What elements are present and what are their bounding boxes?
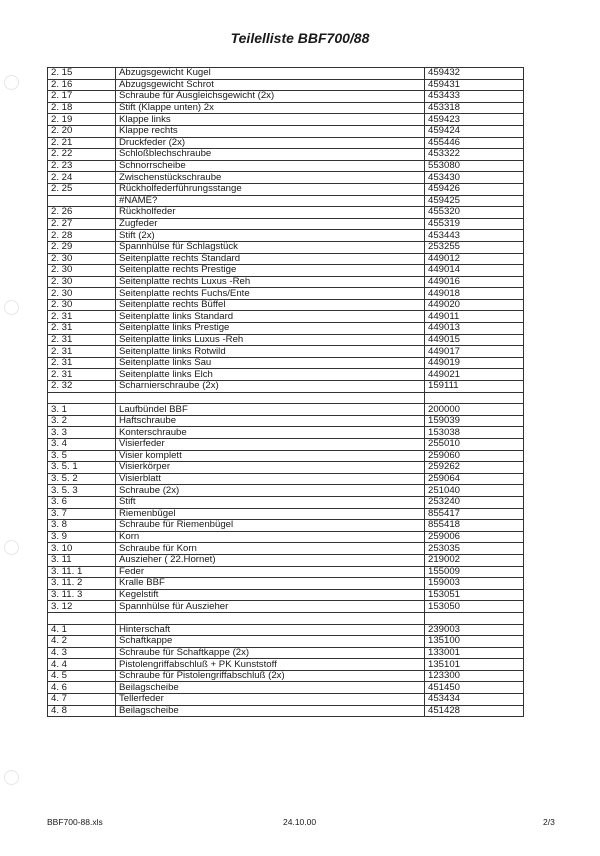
part-number-cell: 453434 <box>425 694 524 706</box>
description-cell: Spannhülse für Auszieher <box>116 601 425 613</box>
position-cell: 2. 31 <box>48 346 116 358</box>
part-number-cell: 455319 <box>425 218 524 230</box>
table-row <box>48 624 524 636</box>
table-row <box>48 334 524 346</box>
table-row <box>48 160 524 172</box>
table-row <box>48 381 524 393</box>
position-cell: 2. 31 <box>48 369 116 381</box>
part-number-cell: 253240 <box>425 496 524 508</box>
position-cell: 3. 7 <box>48 508 116 520</box>
description-cell: Seitenplatte rechts Büffel <box>116 299 425 311</box>
part-number-cell: 459431 <box>425 79 524 91</box>
position-cell: 2. 18 <box>48 102 116 114</box>
description-cell: Zugfeder <box>116 218 425 230</box>
position-cell: 2. 26 <box>48 207 116 219</box>
part-number-cell: 259064 <box>425 473 524 485</box>
part-number-cell: 259262 <box>425 462 524 474</box>
part-number-cell: 449016 <box>425 276 524 288</box>
description-cell: Spannhülse für Schlagstück <box>116 241 425 253</box>
punch-hole-mark <box>4 540 19 555</box>
description-cell: Seitenplatte links Prestige <box>116 323 425 335</box>
table-row <box>48 473 524 485</box>
description-cell: Seitenplatte rechts Luxus -Reh <box>116 276 425 288</box>
part-number-cell: 159039 <box>425 415 524 427</box>
part-number-cell: 133001 <box>425 647 524 659</box>
position-cell: 3. 5 <box>48 450 116 462</box>
table-row <box>48 554 524 566</box>
description-cell: Seitenplatte rechts Standard <box>116 253 425 265</box>
table-row <box>48 520 524 532</box>
part-number-cell: 239003 <box>425 624 524 636</box>
part-number-cell: 855417 <box>425 508 524 520</box>
position-cell: 3. 1 <box>48 404 116 416</box>
part-number-cell: 253035 <box>425 543 524 555</box>
position-cell: 4. 1 <box>48 624 116 636</box>
part-number-cell: 449018 <box>425 288 524 300</box>
description-cell: Rückholfeder <box>116 207 425 219</box>
position-cell: 3. 4 <box>48 439 116 451</box>
position-cell: 2. 31 <box>48 323 116 335</box>
position-cell <box>48 392 116 404</box>
position-cell: 2. 31 <box>48 357 116 369</box>
description-cell: Seitenplatte links Rotwild <box>116 346 425 358</box>
position-cell: 2. 24 <box>48 172 116 184</box>
table-row <box>48 589 524 601</box>
table-row <box>48 705 524 717</box>
parts-table <box>47 67 524 717</box>
part-number-cell: 449015 <box>425 334 524 346</box>
description-cell: Schaftkappe <box>116 636 425 648</box>
table-row <box>48 531 524 543</box>
table-row <box>48 369 524 381</box>
table-row <box>48 612 524 624</box>
table-row <box>48 647 524 659</box>
description-cell: Haftschraube <box>116 415 425 427</box>
position-cell: 2. 31 <box>48 311 116 323</box>
footer-date: 24.10.00 <box>283 817 317 827</box>
position-cell: 3. 5. 1 <box>48 462 116 474</box>
description-cell: Korn <box>116 531 425 543</box>
part-number-cell: 153038 <box>425 427 524 439</box>
description-cell: Seitenplatte links Standard <box>116 311 425 323</box>
part-number-cell: 453318 <box>425 102 524 114</box>
description-cell: Druckfeder (2x) <box>116 137 425 149</box>
part-number-cell: 449020 <box>425 299 524 311</box>
part-number-cell: 459425 <box>425 195 524 207</box>
description-cell: Konterschraube <box>116 427 425 439</box>
description-cell: #NAME? <box>116 195 425 207</box>
table-row <box>48 357 524 369</box>
description-cell: Seitenplatte rechts Prestige <box>116 265 425 277</box>
part-number-cell: 251040 <box>425 485 524 497</box>
table-row <box>48 323 524 335</box>
table-row <box>48 172 524 184</box>
table-row <box>48 288 524 300</box>
description-cell: Schraube für Korn <box>116 543 425 555</box>
description-cell: Pistolengriffabschluß + PK Kunststoff <box>116 659 425 671</box>
position-cell: 2. 19 <box>48 114 116 126</box>
table-row <box>48 79 524 91</box>
table-row <box>48 601 524 613</box>
description-cell: Seitenplatte rechts Fuchs/Ente <box>116 288 425 300</box>
part-number-cell: 159111 <box>425 381 524 393</box>
part-number-cell: 159003 <box>425 578 524 590</box>
part-number-cell: 259060 <box>425 450 524 462</box>
description-cell: Zwischenstückschraube <box>116 172 425 184</box>
position-cell: 4. 2 <box>48 636 116 648</box>
description-cell: Stift (Klappe unten) 2x <box>116 102 425 114</box>
position-cell: 2. 25 <box>48 183 116 195</box>
position-cell: 2. 23 <box>48 160 116 172</box>
footer-page-number: 2/3 <box>543 817 555 827</box>
position-cell: 3. 11 <box>48 554 116 566</box>
part-number-cell <box>425 392 524 404</box>
table-row <box>48 636 524 648</box>
position-cell: 3. 12 <box>48 601 116 613</box>
position-cell: 2. 16 <box>48 79 116 91</box>
table-row <box>48 114 524 126</box>
position-cell: 4. 6 <box>48 682 116 694</box>
description-cell: Seitenplatte links Elch <box>116 369 425 381</box>
part-number-cell: 123300 <box>425 670 524 682</box>
table-row <box>48 566 524 578</box>
position-cell: 2. 20 <box>48 125 116 137</box>
part-number-cell: 453433 <box>425 91 524 103</box>
position-cell: 2. 22 <box>48 149 116 161</box>
part-number-cell: 451428 <box>425 705 524 717</box>
position-cell: 2. 27 <box>48 218 116 230</box>
description-cell <box>116 612 425 624</box>
table-row <box>48 659 524 671</box>
description-cell: Visierkörper <box>116 462 425 474</box>
description-cell: Hinterschaft <box>116 624 425 636</box>
description-cell: Visierfeder <box>116 439 425 451</box>
part-number-cell: 855418 <box>425 520 524 532</box>
table-row <box>48 415 524 427</box>
description-cell: Stift <box>116 496 425 508</box>
part-number-cell: 155009 <box>425 566 524 578</box>
description-cell: Visier komplett <box>116 450 425 462</box>
document-title: Teilelliste BBF700/88 <box>230 30 370 46</box>
part-number-cell <box>425 612 524 624</box>
description-cell: Klappe links <box>116 114 425 126</box>
position-cell: 4. 8 <box>48 705 116 717</box>
position-cell: 2. 17 <box>48 91 116 103</box>
part-number-cell: 453322 <box>425 149 524 161</box>
part-number-cell: 449013 <box>425 323 524 335</box>
table-row <box>48 485 524 497</box>
table-row <box>48 543 524 555</box>
description-cell: Abzugsgewicht Kugel <box>116 68 425 80</box>
part-number-cell: 453443 <box>425 230 524 242</box>
position-cell: 3. 6 <box>48 496 116 508</box>
position-cell: 3. 8 <box>48 520 116 532</box>
part-number-cell: 553080 <box>425 160 524 172</box>
punch-hole-mark <box>4 300 19 315</box>
position-cell <box>48 612 116 624</box>
part-number-cell: 451450 <box>425 682 524 694</box>
description-cell: Kegelstift <box>116 589 425 601</box>
position-cell: 2. 15 <box>48 68 116 80</box>
table-row <box>48 137 524 149</box>
description-cell: Feder <box>116 566 425 578</box>
table-row <box>48 102 524 114</box>
table-row <box>48 346 524 358</box>
part-number-cell: 449012 <box>425 253 524 265</box>
table-row <box>48 207 524 219</box>
position-cell: 3. 11. 2 <box>48 578 116 590</box>
position-cell: 2. 30 <box>48 253 116 265</box>
table-row <box>48 195 524 207</box>
table-row <box>48 276 524 288</box>
part-number-cell: 135100 <box>425 636 524 648</box>
description-cell: Schraube für Schaftkappe (2x) <box>116 647 425 659</box>
table-row <box>48 450 524 462</box>
position-cell: 2. 32 <box>48 381 116 393</box>
table-row <box>48 694 524 706</box>
table-row <box>48 462 524 474</box>
table-row <box>48 68 524 80</box>
position-cell: 4. 4 <box>48 659 116 671</box>
part-number-cell: 459426 <box>425 183 524 195</box>
part-number-cell: 135101 <box>425 659 524 671</box>
table-row <box>48 265 524 277</box>
description-cell: Laufbündel BBF <box>116 404 425 416</box>
position-cell: 3. 5. 2 <box>48 473 116 485</box>
part-number-cell: 255010 <box>425 439 524 451</box>
description-cell: Schraube für Riemenbügel <box>116 520 425 532</box>
position-cell: 2. 29 <box>48 241 116 253</box>
part-number-cell: 259006 <box>425 531 524 543</box>
part-number-cell: 455446 <box>425 137 524 149</box>
description-cell: Beilagscheibe <box>116 682 425 694</box>
footer-filename: BBF700-88.xls <box>47 817 103 827</box>
parts-table-body <box>48 68 524 717</box>
part-number-cell: 153050 <box>425 601 524 613</box>
punch-hole-mark <box>4 770 19 785</box>
table-row <box>48 91 524 103</box>
table-row <box>48 230 524 242</box>
table-row <box>48 578 524 590</box>
part-number-cell: 459432 <box>425 68 524 80</box>
position-cell: 2. 28 <box>48 230 116 242</box>
description-cell: Riemenbügel <box>116 508 425 520</box>
part-number-cell: 253255 <box>425 241 524 253</box>
part-number-cell: 455320 <box>425 207 524 219</box>
table-row <box>48 149 524 161</box>
position-cell: 2. 30 <box>48 288 116 300</box>
position-cell: 3. 5. 3 <box>48 485 116 497</box>
position-cell: 3. 2 <box>48 415 116 427</box>
part-number-cell: 219002 <box>425 554 524 566</box>
description-cell: Kralle BBF <box>116 578 425 590</box>
description-cell: Visierblatt <box>116 473 425 485</box>
part-number-cell: 459423 <box>425 114 524 126</box>
description-cell: Schloßblechschraube <box>116 149 425 161</box>
part-number-cell: 153051 <box>425 589 524 601</box>
table-row <box>48 670 524 682</box>
table-row <box>48 427 524 439</box>
part-number-cell: 459424 <box>425 125 524 137</box>
position-cell: 4. 3 <box>48 647 116 659</box>
table-row <box>48 682 524 694</box>
table-row <box>48 392 524 404</box>
description-cell: Schraube (2x) <box>116 485 425 497</box>
part-number-cell: 449017 <box>425 346 524 358</box>
description-cell: Schnorrscheibe <box>116 160 425 172</box>
punch-hole-mark <box>4 75 19 90</box>
table-row <box>48 241 524 253</box>
position-cell: 2. 30 <box>48 276 116 288</box>
table-row <box>48 218 524 230</box>
description-cell: Seitenplatte links Sau <box>116 357 425 369</box>
description-cell: Stift (2x) <box>116 230 425 242</box>
description-cell: Schraube für Pistolengriffabschluß (2x) <box>116 670 425 682</box>
position-cell: 4. 5 <box>48 670 116 682</box>
description-cell: Seitenplatte links Luxus -Reh <box>116 334 425 346</box>
description-cell: Rückholfederführungsstange <box>116 183 425 195</box>
part-number-cell: 200000 <box>425 404 524 416</box>
part-number-cell: 449011 <box>425 311 524 323</box>
position-cell: 3. 9 <box>48 531 116 543</box>
table-row <box>48 496 524 508</box>
table-row <box>48 404 524 416</box>
part-number-cell: 449014 <box>425 265 524 277</box>
part-number-cell: 449021 <box>425 369 524 381</box>
description-cell: Auszieher ( 22.Hornet) <box>116 554 425 566</box>
position-cell: 2. 30 <box>48 299 116 311</box>
position-cell: 3. 11. 3 <box>48 589 116 601</box>
part-number-cell: 453430 <box>425 172 524 184</box>
description-cell: Schraube für Ausgleichsgewicht (2x) <box>116 91 425 103</box>
table-row <box>48 439 524 451</box>
position-cell: 3. 10 <box>48 543 116 555</box>
position-cell <box>48 195 116 207</box>
position-cell: 2. 30 <box>48 265 116 277</box>
position-cell: 3. 11. 1 <box>48 566 116 578</box>
table-row <box>48 183 524 195</box>
part-number-cell: 449019 <box>425 357 524 369</box>
position-cell: 2. 21 <box>48 137 116 149</box>
description-cell: Tellerfeder <box>116 694 425 706</box>
table-row <box>48 125 524 137</box>
table-row <box>48 311 524 323</box>
description-cell <box>116 392 425 404</box>
position-cell: 2. 31 <box>48 334 116 346</box>
description-cell: Abzugsgewicht Schrot <box>116 79 425 91</box>
table-row <box>48 253 524 265</box>
table-row <box>48 508 524 520</box>
description-cell: Scharnierschraube (2x) <box>116 381 425 393</box>
description-cell: Klappe rechts <box>116 125 425 137</box>
table-row <box>48 299 524 311</box>
position-cell: 3. 3 <box>48 427 116 439</box>
position-cell: 4. 7 <box>48 694 116 706</box>
description-cell: Beilagscheibe <box>116 705 425 717</box>
